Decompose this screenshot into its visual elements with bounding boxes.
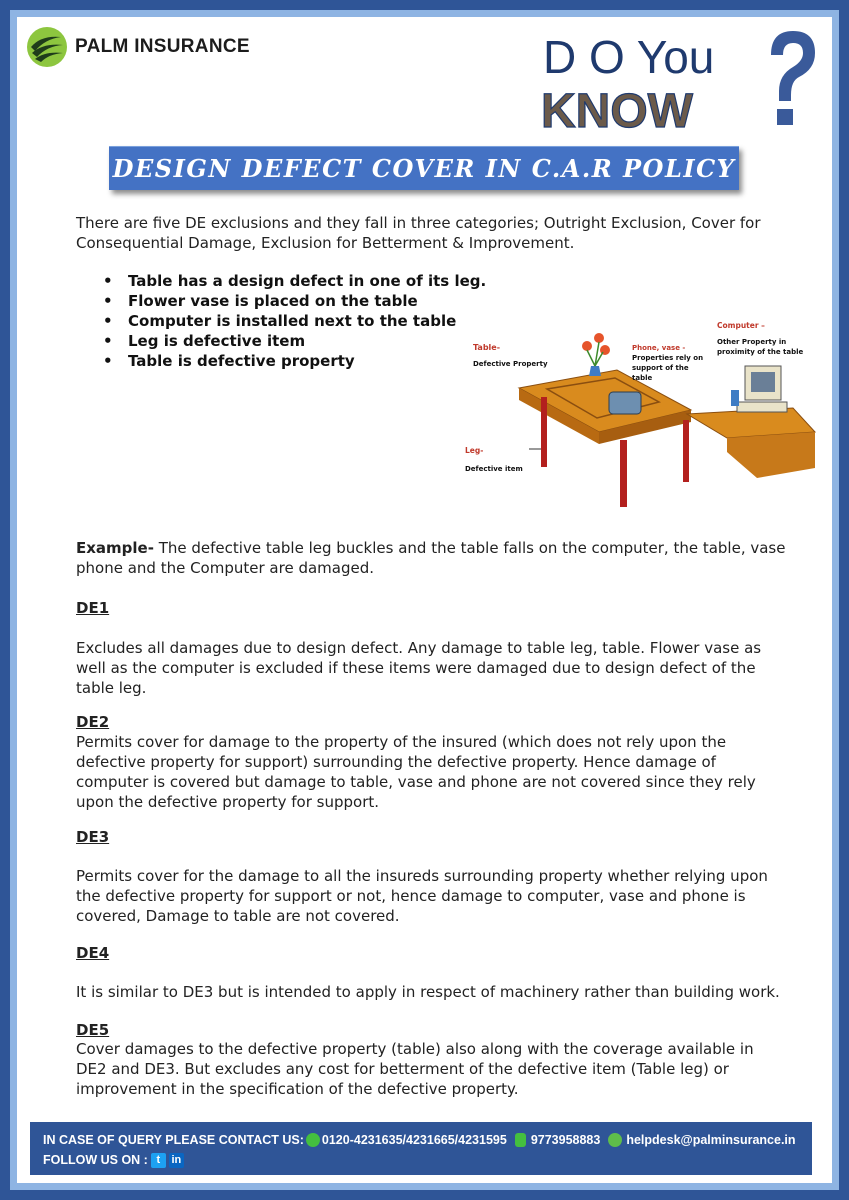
list-item: • Computer is installed next to the table [103,311,486,331]
page-title: DESIGN DEFECT COVER IN C.A.R POLICY [112,154,736,183]
contact-footer [30,1122,812,1175]
linkedin-icon[interactable]: in [169,1153,184,1168]
section-heading-de4: DE4 [76,944,110,962]
section-text-de4: It is similar to DE3 but is intended to apply in respect of machinery rather than building work. [76,983,780,1001]
title-banner [109,146,739,190]
list-item: • Leg is defective item [103,331,486,351]
mobile-number[interactable]: 9773958883 [530,1133,601,1147]
illus-phone-sub2: support of the [632,364,689,372]
contact-row [43,1130,812,1150]
section-text-de2: Permits cover for damage to the property of the insured (which does not rely upon the defective property for support) surrounding the defective property. Hence damage of computer is covered but damage to table, vase and phone are not covered since they rely upon the defective property for support. [76,733,756,811]
section-text-de5: Cover damages to the defective property (table) also along with the coverage available in DE2 and DE3. But excludes any cost for betterment of the defective item (Table leg) or improvement in the specification of the defective property. [76,1040,754,1098]
illus-computer-sub1: Other Property in [717,338,787,346]
intro-paragraph: There are five DE exclusions and they fall in three categories; Outright Exclusion, Cover for Consequential Damage, Exclusion for Betterment & Improvement. [76,214,761,252]
section-text-de3: Permits cover for the damage to all the insureds surrounding property whether relying upon the defective property for support or not, hence damage to computer, vase and phone is covered, Damage to table are not covered. [76,867,768,925]
example-label: Example- [76,539,154,557]
table-illustration [437,292,827,507]
section-text-de1: Excludes all damages due to design defect. Any damage to table leg, table. Flower vase as well as the computer is excluded if these items were damaged due to design defect of the table leg. [76,639,762,697]
illus-leg-sub: Defective item [465,465,523,473]
list-item: • Table is defective property [103,351,486,371]
do-you-know-graphic [539,25,829,133]
example-text: The defective table leg buckles and the table falls on the computer, the table, vase phone and the Computer are damaged. [76,539,786,577]
illus-leg-label: Leg- [465,446,484,455]
query-label: IN CASE OF QUERY PLEASE CONTACT US: [43,1133,304,1147]
section-heading-de1: DE1 [76,599,110,617]
mobile-phone-icon [515,1133,526,1147]
landline-numbers[interactable]: 0120-4231635/4231665/4231595 [321,1133,507,1147]
social-row [43,1150,812,1170]
section-heading-de3: DE3 [76,828,110,846]
illus-table-label: Table- [473,343,501,352]
follow-label: FOLLOW US ON : [43,1153,148,1167]
email-icon [608,1133,622,1147]
illus-computer-label: Computer – [717,321,765,330]
illus-table-sub: Defective Property [473,360,548,368]
illus-phone-sub1: Properties rely on [632,354,704,362]
support-email[interactable]: helpdesk@palminsurance.in [626,1133,796,1147]
example-paragraph [76,538,786,578]
dyk-line1: D O You [543,31,715,83]
palm-insurance-logo [25,25,250,69]
list-item: • Flower vase is placed on the table [103,291,486,311]
palm-leaf-icon [25,25,69,69]
dyk-line2: KNOW [541,85,693,133]
illus-computer-sub2: proximity of the table [717,348,804,356]
scenario-bullet-list [103,271,486,371]
whatsapp-icon [306,1133,320,1147]
section-heading-de5: DE5 [76,1021,110,1039]
document-page [17,17,832,1183]
list-item: • Table has a design defect in one of its leg. [103,271,486,291]
illus-phone-label: Phone, vase - [632,344,686,352]
brand-name: PALM INSURANCE [75,36,250,57]
twitter-icon[interactable]: t [151,1153,166,1168]
question-mark-icon [771,31,815,125]
illus-phone-sub3: table [632,374,653,382]
section-heading-de2: DE2 [76,713,110,731]
